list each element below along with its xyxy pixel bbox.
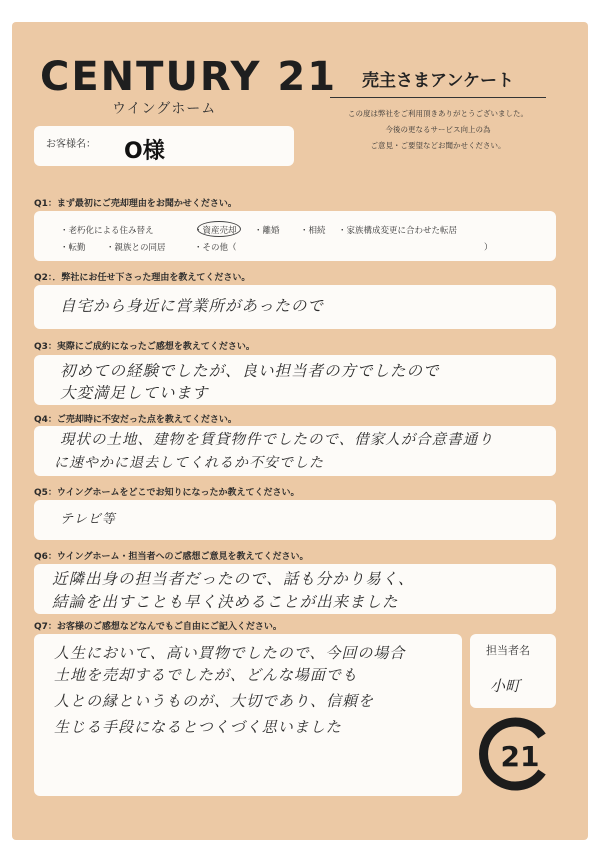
q5-answer: テレビ等	[60, 512, 116, 527]
survey-title: 売主さまアンケート	[330, 66, 546, 98]
survey-note	[330, 106, 546, 154]
customer-name: O様	[124, 139, 165, 164]
q4-question: Q4：ご売却時に不安だった点を教えてください。	[34, 415, 237, 425]
note-line: ご意見・ご要望などお聞かせください。	[370, 141, 506, 150]
staff-name: 小町	[490, 677, 521, 695]
q3-answer-line: 大変満足しています	[60, 384, 209, 402]
q7-answer-line: 人との縁というものが、大切であり、信頼を	[54, 692, 375, 710]
q7-question: Q7：お客様のご感想などなんでもご自由にご記入ください。	[34, 622, 282, 632]
q7-answer-line: 人生において、高い買物でしたので、今回の場合	[54, 644, 406, 662]
q1-option: ・老朽化による住み替え	[60, 226, 154, 236]
q1-option: ・転勤	[60, 243, 86, 253]
q1-option: ・親族との同居	[106, 243, 166, 253]
staff-label: 担当者名	[486, 644, 530, 657]
q1-question: Q1：まず最初にご売却理由をお聞かせください。	[34, 199, 237, 209]
q4-answer-line: に速やかに退去してくれるか不安でした	[54, 455, 324, 471]
q1-answer-box	[34, 211, 556, 261]
q1-option: ・家族構成変更に合わせた転居	[338, 226, 458, 236]
q1-option: ・その他（	[194, 243, 237, 253]
customer-label: お客様名：	[46, 139, 96, 150]
q5-question: Q5：ウイングホームをどこでお知りになったか教えてください。	[34, 488, 300, 498]
q7-answer-line: 生じる手段になるとつくづく思いました	[54, 718, 342, 736]
q3-question: Q3：実際にご成約になったご感想を教えてください。	[34, 342, 255, 352]
svg-text:21: 21	[500, 740, 540, 773]
selection-circle	[197, 221, 241, 237]
note-line: この度は弊社をご利用頂きありがとうございました。	[348, 109, 528, 118]
q6-answer-line: 結論を出すことも早く決めることが出来ました	[52, 593, 399, 611]
q2-answer: 自宅から身近に営業所があったので	[60, 297, 324, 315]
q6-answer-line: 近隣出身の担当者だったので、話も分かり易く、	[52, 570, 415, 588]
q6-question: Q6：ウイングホーム・担当者へのご感想ご意見を教えてください。	[34, 552, 309, 562]
c21-seal-icon	[476, 714, 556, 794]
q3-answer-line: 初めての経験でしたが、良い担当者の方でしたので	[60, 362, 440, 380]
q4-answer-line: 現状の土地、建物を賃貸物件でしたので、借家人が合意書通り	[60, 432, 494, 448]
brand-subtitle: ウイングホーム	[112, 101, 217, 117]
q1-option-selected: ・資産売却	[194, 226, 237, 236]
q1-option: ・相続	[300, 226, 326, 236]
note-line: 今後の更なるサービス向上の為	[385, 125, 491, 134]
brand-logo-text: CENTURY 21	[40, 54, 338, 100]
q2-question: Q2：．弊社にお任せ下さった理由を教えてください。	[34, 273, 251, 283]
q7-answer-line: 土地を売却するでしたが、どんな場面でも	[54, 666, 358, 684]
q1-option: ・離婚	[254, 226, 280, 236]
q1-option-close: ）	[484, 243, 493, 253]
